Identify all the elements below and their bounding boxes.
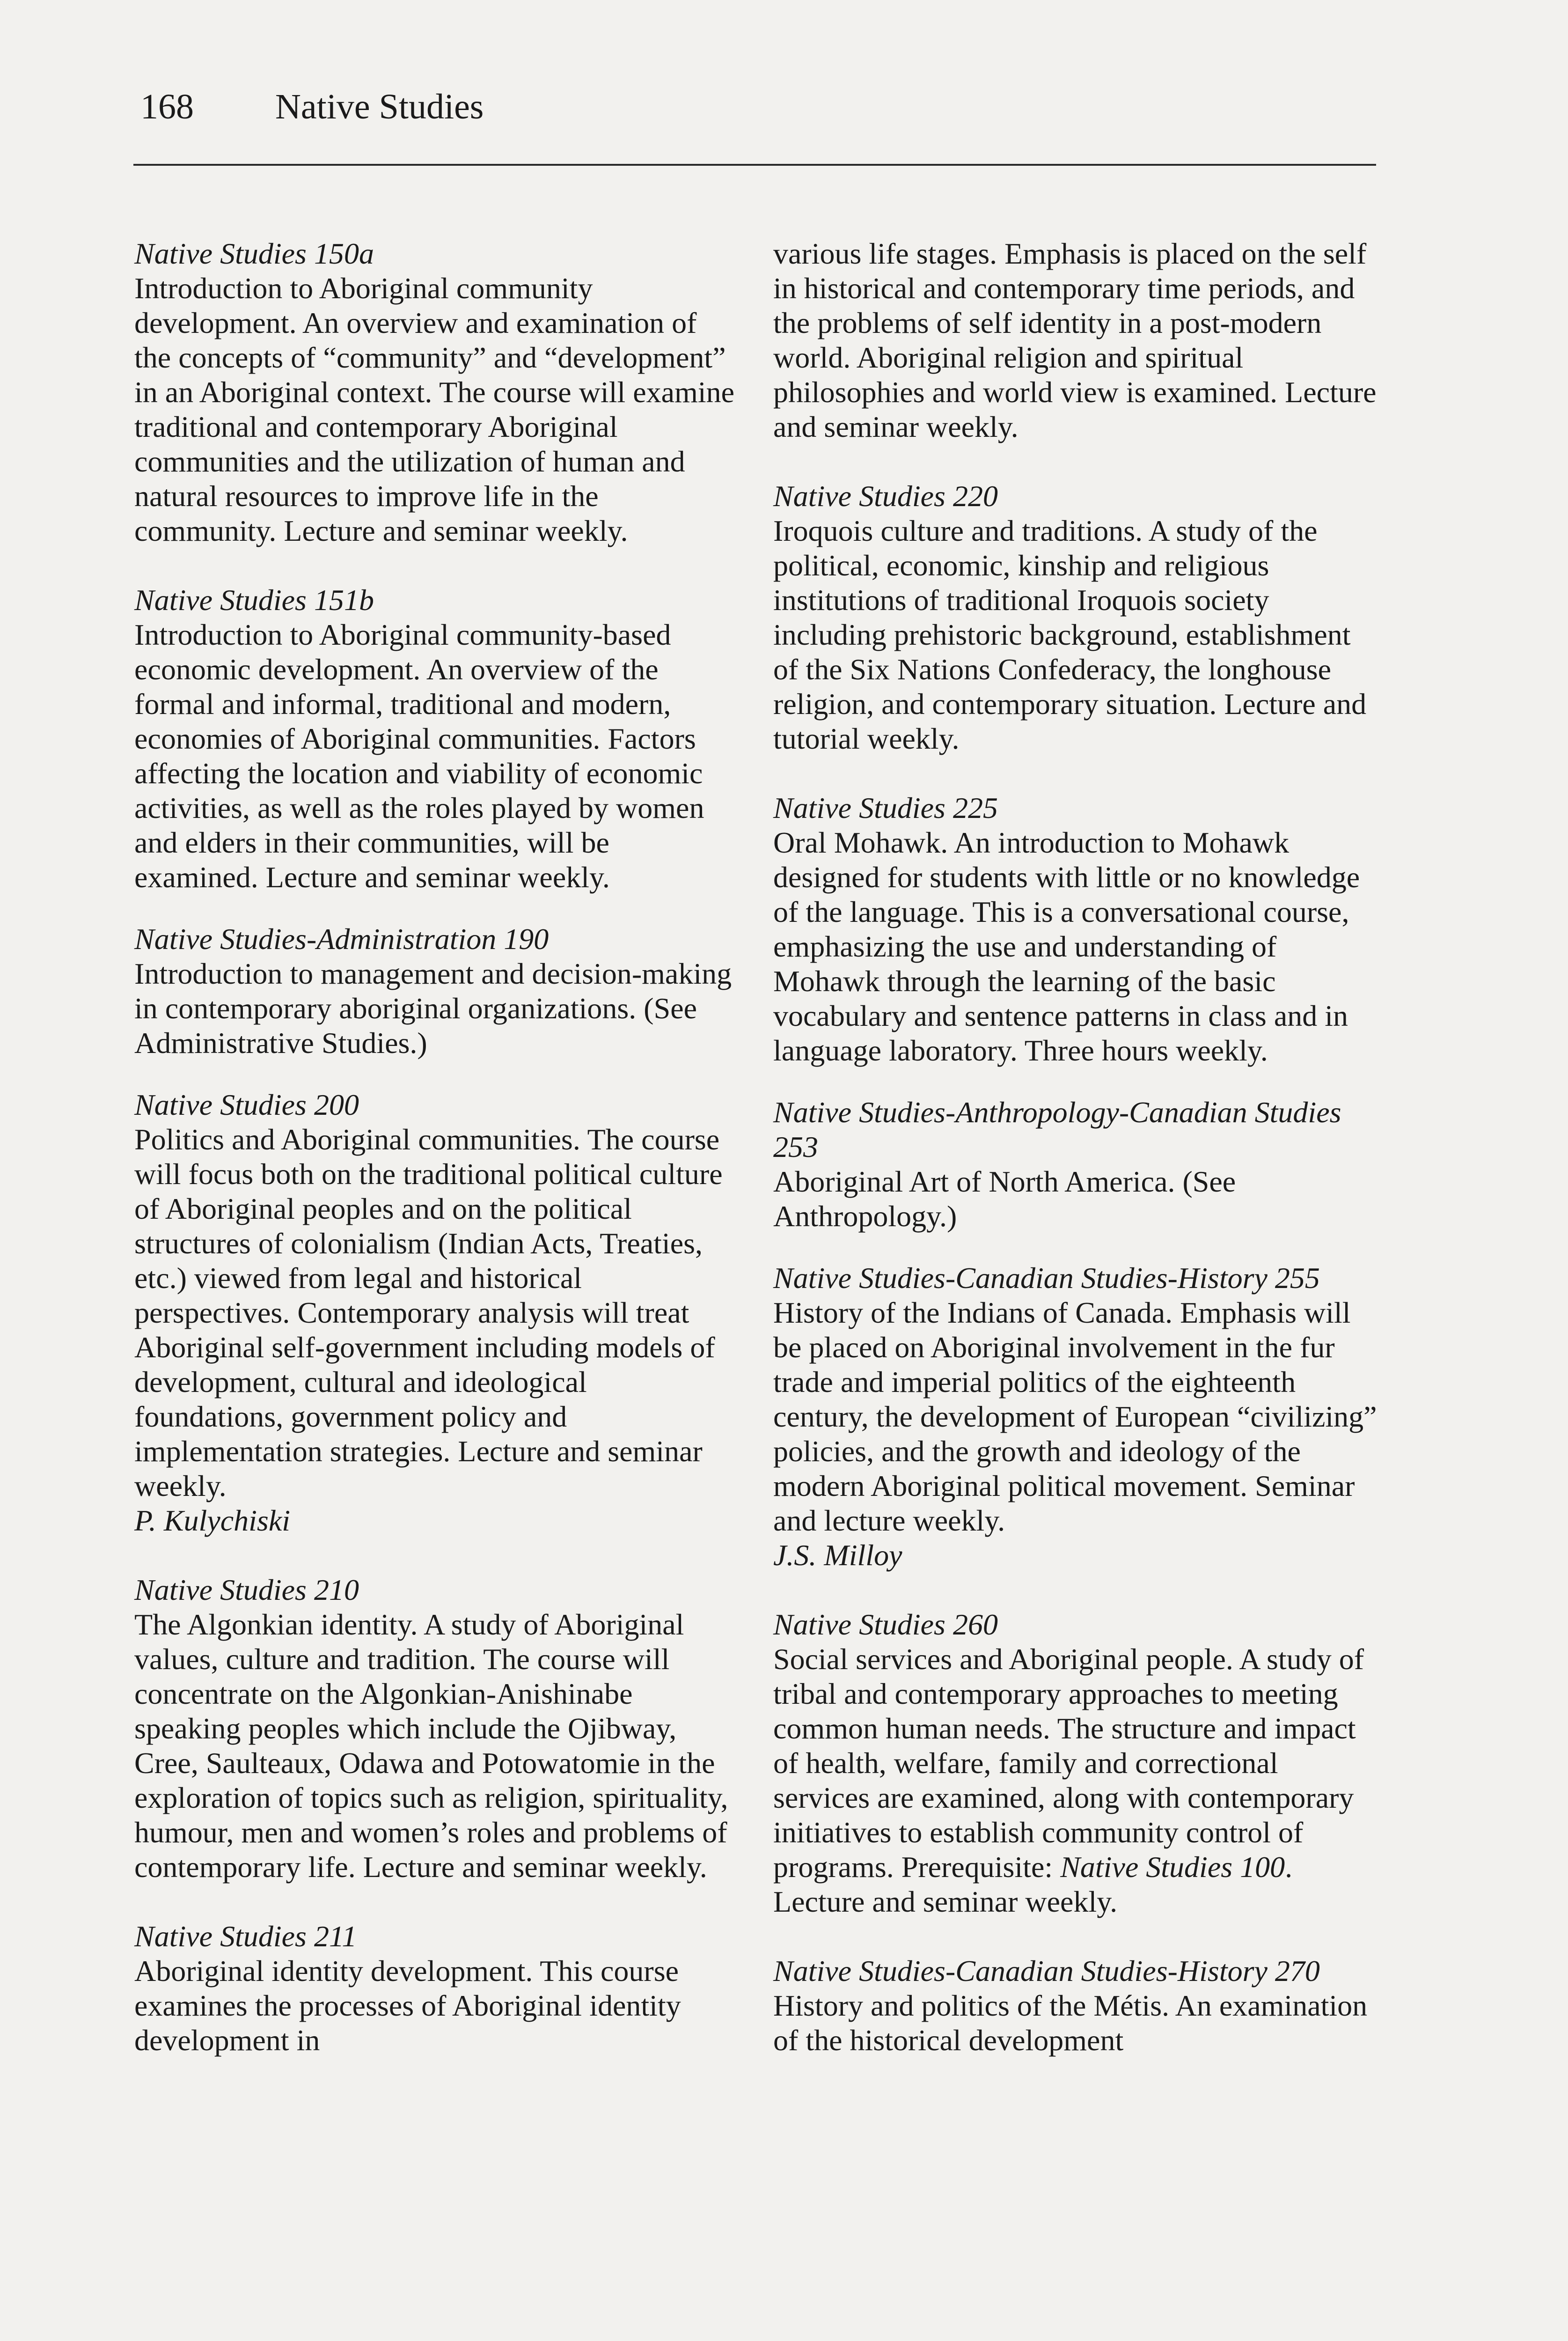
- left-column: [134, 236, 738, 2058]
- course-entry-150a: [134, 236, 738, 548]
- course-description: History of the Indians of Canada. Emphasis will be placed on Aboriginal involvement in the fur trade and imperial politics of the eighteenth century, the development of European “civilizing” policies, and the growth and ideology of the modern Aboriginal political movement. Seminar and lecture weekly.: [773, 1296, 1377, 1537]
- course-title: Native Studies 200: [134, 1088, 359, 1121]
- course-description: Introduction to Aboriginal community development. An overview and examination of the concepts of “community” and “development” in an Aboriginal context. The course will examine traditional and contemporary Aboriginal communities and the utilization of human and natural resources to improve life in the community. Lecture and seminar weekly.: [134, 272, 735, 547]
- instructor-name: J.S. Milloy: [773, 1539, 902, 1572]
- course-description: Introduction to Aboriginal community-based economic development. An overview of the formal and informal, traditional and modern, economies of Aboriginal communities. Factors affecting the location and viability of economic activities, as well as the roles played by women and elders in their communities, will be examined. Lecture and seminar weekly.: [134, 618, 704, 894]
- course-description-text: Social services and Aboriginal people. A study of tribal and contemporary approaches to meeting common human needs. The structure and impact of health, welfare, family and correctional services are examined, along with contemporary initiatives to establish community control of programs. Prerequisite:: [773, 1642, 1364, 1884]
- course-title: Native Studies 220: [773, 479, 998, 513]
- course-description: Aboriginal Art of North America. (See Anthropology.): [773, 1165, 1236, 1233]
- course-description-text: . Lecture and seminar weekly.: [773, 1850, 1293, 1918]
- course-entry-210: [134, 1573, 738, 1885]
- course-title: Native Studies 151b: [134, 583, 374, 617]
- course-title: Native Studies 225: [773, 791, 998, 825]
- course-entry-225: [773, 791, 1377, 1068]
- course-description: Iroquois culture and traditions. A study of the political, economic, kinship and religious institutions of traditional Iroquois society including prehistoric background, establishment of the Six Nations Confederacy, the longhouse religion, and contemporary situation. Lecture and tutorial weekly.: [773, 514, 1367, 755]
- course-entry-270: [773, 1954, 1377, 2058]
- course-description: Politics and Aboriginal communities. The course will focus both on the traditional political culture of Aboriginal peoples and on the political structures of colonialism (Indian Acts, Treaties, etc.) viewed from legal and historical perspectives. Contemporary analysis will treat Aboriginal self-government including models of development, cultural and ideological foundations, government policy and implementation strategies. Lecture and seminar weekly.: [134, 1123, 723, 1502]
- course-title: Native Studies-Canadian Studies-History 270: [773, 1954, 1320, 1988]
- course-description: Aboriginal identity development. This course examines the processes of Aboriginal identity development in: [134, 1954, 681, 2057]
- course-title: Native Studies 211: [134, 1920, 357, 1953]
- instructor-name: P. Kulychiski: [134, 1504, 290, 1537]
- course-title: Native Studies 150a: [134, 237, 374, 270]
- course-description: Oral Mohawk. An introduction to Mohawk designed for students with little or no knowledge of the language. This is a conversational course, emphasizing the use and understanding of Mohawk through the learning of the basic vocabulary and sentence patterns in class and in language laboratory. Three hours weekly.: [773, 826, 1360, 1067]
- course-entry-190: [134, 922, 738, 1060]
- course-title: Native Studies 210: [134, 1573, 359, 1606]
- course-entry-260: [773, 1607, 1377, 1919]
- prerequisite-course: Native Studies 100: [1060, 1850, 1285, 1884]
- course-title: Native Studies 260: [773, 1608, 998, 1641]
- right-column: [773, 236, 1377, 2058]
- course-title: Native Studies-Canadian Studies-History 255: [773, 1261, 1320, 1295]
- course-continuation: [773, 236, 1377, 444]
- course-title: Native Studies-Administration 190: [134, 922, 549, 956]
- course-description: History and politics of the Métis. An examination of the historical development: [773, 1989, 1368, 2057]
- header-rule: [133, 164, 1376, 166]
- course-title: Native Studies-Anthropology-Canadian Studies 253: [773, 1096, 1341, 1163]
- course-description: The Algonkian identity. A study of Aboriginal values, culture and tradition. The course will concentrate on the Algonkian-Anishinabe speaking peoples which include the Ojibway, Cree, Saulteaux, Odawa and Potowatomie in the exploration of topics such as religion, spirituality, humour, men and women’s roles and problems of contemporary life. Lecture and seminar weekly.: [134, 1608, 728, 1884]
- course-entry-255: [773, 1261, 1377, 1573]
- course-entry-253: [773, 1095, 1377, 1234]
- running-head: Native Studies: [275, 87, 484, 126]
- course-entry-211: [134, 1919, 738, 2058]
- course-entry-200: [134, 1088, 738, 1538]
- page-number: 168: [140, 87, 194, 126]
- course-description: Introduction to management and decision-making in contemporary aboriginal organizations. (See Administrative Studies.): [134, 957, 732, 1060]
- course-entry-151b: [134, 583, 738, 895]
- course-description: various life stages. Emphasis is placed on the self in historical and contemporary time periods, and the problems of self identity in a post-modern world. Aboriginal religion and spiritual philosophies and world view is examined. Lecture and seminar weekly.: [773, 237, 1377, 443]
- course-entry-220: [773, 479, 1377, 756]
- course-description: [773, 1642, 1377, 1919]
